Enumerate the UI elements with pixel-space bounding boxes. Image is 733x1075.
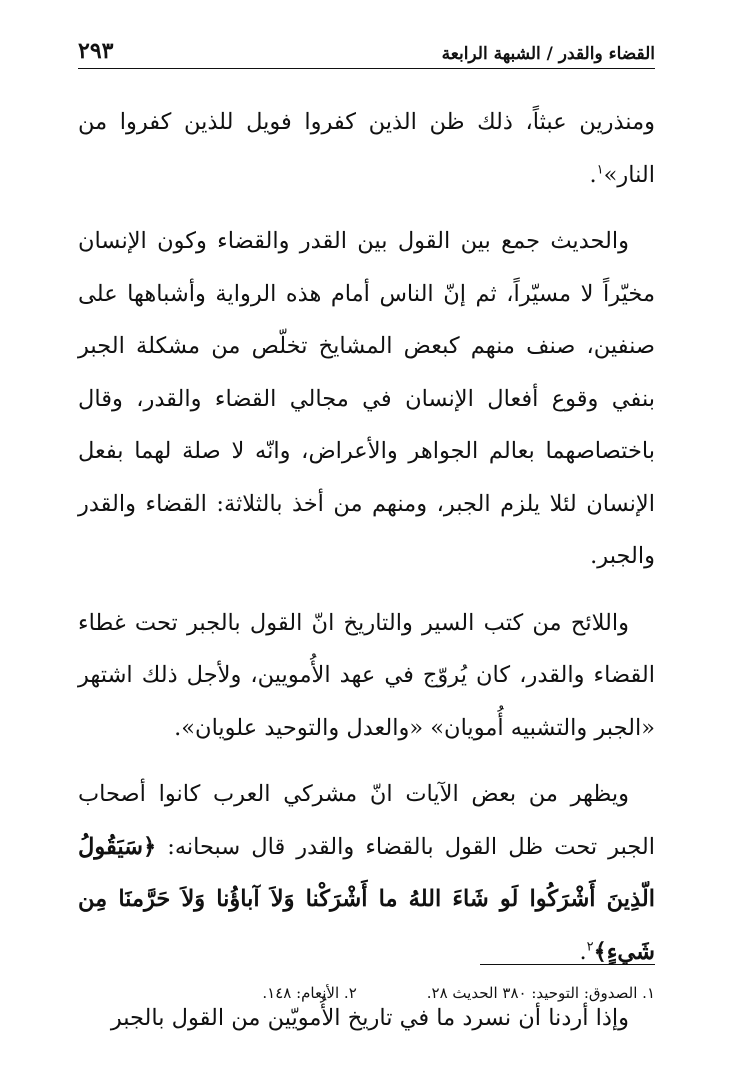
footnote-2: ٢. الأنعام: ١٤٨. — [262, 984, 357, 1002]
footnote-divider — [480, 964, 655, 965]
body-text — [78, 96, 655, 1059]
footnotes — [78, 984, 655, 1002]
footnote-1: ١. الصدوق: التوحيد: ٣٨٠ الحديث ٢٨. — [426, 984, 655, 1002]
page-header — [78, 30, 655, 69]
paragraph-2: والحديث جمع بين القول بين القدر والقضاء وكون الإنسان مخيّراً لا مسيّراً، ثم إنّ الناس أمام هذه الرواية وأشباهها على صنفين، صنف منهم كبعض المشايخ تخلّص من مشكلة الجبر بنفي وقوع أفعال الإنسان في مجالي القضاء والقدر، وقال باختصاصهما بعالم الجواهر والأعراض، وانّه لا صلة لهما بفعل الإنسان لئلا يلزم الجبر، ومنهم من أخذ بالثلاثة: القضاء والقدر والجبر. — [78, 228, 655, 569]
paragraph-3: واللائح من كتب السير والتاريخ انّ القول بالجبر تحت غطاء القضاء والقدر، كان يُروّج في عهد الأُمويين، ولأجل ذلك اشتهر «الجبر والتشبيه أُمويان» «والعدل والتوحيد علويان». — [78, 609, 655, 741]
footnote-ref-2[interactable]: ٢ — [586, 939, 594, 954]
page-number: ٢٩٣ — [78, 38, 114, 64]
running-title: القضاء والقدر / الشبهة الرابعة — [441, 44, 655, 64]
paragraph-5: وإذا أردنا أن نسرد ما في تاريخ الأُمويّين من القول بالجبر — [110, 1005, 629, 1031]
paragraph-1: ومنذرين عبثاً، ذلك ظن الذين كفروا فويل للذين كفروا من النار»$^١$. — [78, 109, 655, 188]
quran-verse: ﴿سَيَقُولُ الّذِينَ أَشْرَكُوا لَو شَاءَ اللهُ ما أَشْرَكْنا وَلاَ آباؤُنا وَلاَ حَرَّمنَا مِن شَيءٍ﴾ — [78, 833, 655, 965]
footnote-ref-1[interactable]: ١ — [596, 162, 604, 177]
paragraph-4: ويظهر من بعض الآيات انّ مشركي العرب كانوا أصحاب الجبر تحت ظل القول بالقضاء والقدر قال سبحانه: ﴿سَيَقُولُ الّذِينَ أَشْرَكُوا لَو شَاءَ اللهُ ما أَشْرَكْنا وَلاَ آباؤُنا وَلاَ حَرَّمنَا مِن شَيءٍ﴾$^٢$. — [78, 781, 655, 965]
